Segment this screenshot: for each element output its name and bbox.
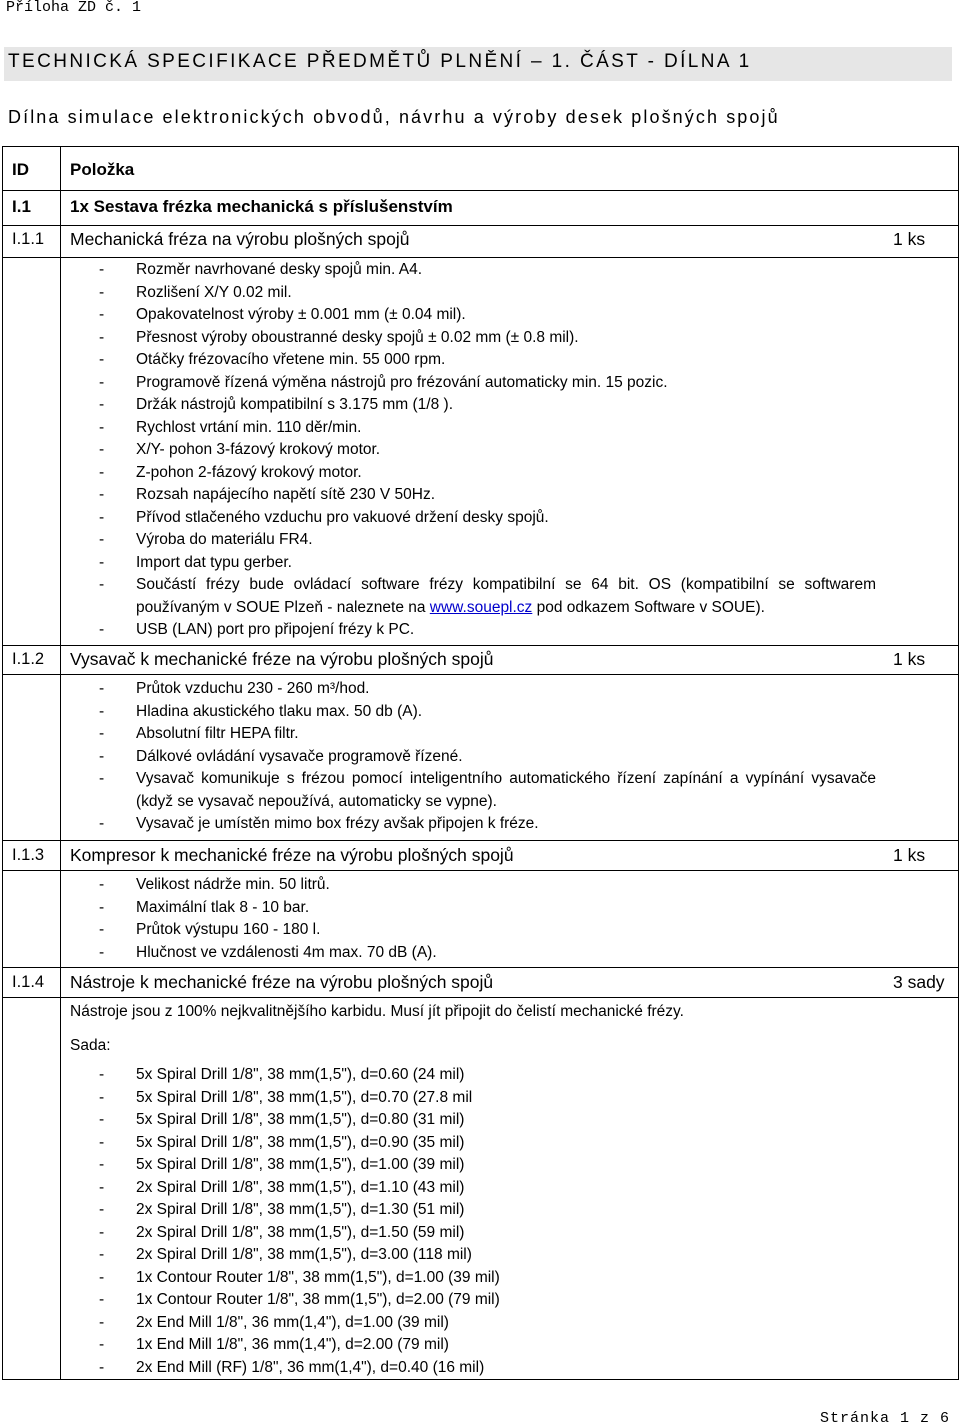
list-item: - Velikost nádrže min. 50 litrů. <box>95 874 437 897</box>
spec-list <box>95 259 876 642</box>
software-text-after: pod odkazem Software v SOUE). <box>532 598 765 616</box>
page-number: Stránka 1 z 6 <box>819 1410 950 1427</box>
page-title: TECHNICKÁ SPECIFIKACE PŘEDMĚTŮ PLNĚNÍ – 1. ČÁST - DÍLNA 1 <box>8 51 752 72</box>
list-item: - 5x Spiral Drill 1/8", 38 mm(1,5"), d=0.80 (31 mil) <box>95 1109 500 1132</box>
list-item: - Rozměr navrhované desky spojů min. A4. <box>95 259 876 282</box>
row-divider <box>2 840 959 841</box>
row-name: Mechanická fréza na výrobu plošných spojů <box>70 229 410 249</box>
list-item: - Otáčky frézovacího vřetene min. 55 000 rpm. <box>95 349 876 372</box>
row-name: Kompresor k mechanické fréze na výrobu plošných spojů <box>70 845 514 865</box>
list-item: - 1x End Mill 1/8", 36 mm(1,4"), d=2.00 (79 mil) <box>95 1334 500 1357</box>
list-item: - 2x Spiral Drill 1/8", 38 mm(1,5"), d=3.00 (118 mil) <box>95 1244 500 1267</box>
column-divider <box>60 146 61 1380</box>
group-id: I.1 <box>12 197 31 216</box>
list-item: - Rozlišení X/Y 0.02 mil. <box>95 282 876 305</box>
list-item: - Průtok vzduchu 230 - 260 m³/hod. <box>95 678 876 701</box>
list-item: - 5x Spiral Drill 1/8", 38 mm(1,5"), d=0.90 (35 mil) <box>95 1132 500 1155</box>
row-id: I.1.2 <box>12 650 45 668</box>
list-item: - Přívod stlačeného vzduchu pro vakuové držení desky spojů. <box>95 507 876 530</box>
list-item: - Vysavač je umístěn mimo box frézy avšak připojen k fréze. <box>95 813 876 836</box>
list-item: - Výroba do materiálu FR4. <box>95 529 876 552</box>
list-item: - Dálkové ovládání vysavače programově řízené. <box>95 746 876 769</box>
row-divider <box>2 645 959 646</box>
row-qty: 1 ks <box>893 649 926 669</box>
software-text-before: Součástí frézy bude ovládací software frézy kompatibilní se 64 bit. OS (kompatibilní se softwarem používaným v SOUE Plzeň - naleznete na <box>136 576 876 616</box>
row-id: I.1.4 <box>12 973 45 991</box>
list-item: - 1x Contour Router 1/8", 38 mm(1,5"), d=1.00 (39 mil) <box>95 1267 500 1290</box>
list-item: - Držák nástrojů kompatibilní s 3.175 mm (1/8 ). <box>95 394 876 417</box>
list-item: - 1x Contour Router 1/8", 38 mm(1,5"), d=2.00 (79 mil) <box>95 1289 500 1312</box>
list-item: - Rychlost vrtání min. 110 děr/min. <box>95 417 876 440</box>
annex-label: Příloha ZD č. 1 <box>6 0 142 16</box>
list-item: - 2x End Mill 1/8", 36 mm(1,4"), d=1.00 (39 mil) <box>95 1312 500 1335</box>
row-divider <box>2 997 959 998</box>
list-item: - 5x Spiral Drill 1/8", 38 mm(1,5"), d=0.60 (24 mil) <box>95 1064 500 1087</box>
list-item: - Hladina akustického tlaku max. 50 db (A). <box>95 701 876 724</box>
list-item: - Přesnost výroby oboustranné desky spojů ± 0.02 mm (± 0.8 mil). <box>95 327 876 350</box>
list-item: - 2x Spiral Drill 1/8", 38 mm(1,5"), d=1.10 (43 mil) <box>95 1177 500 1200</box>
row-divider <box>2 967 959 968</box>
list-item: - Absolutní filtr HEPA filtr. <box>95 723 876 746</box>
row-divider <box>2 870 959 871</box>
list-item: - Maximální tlak 8 - 10 bar. <box>95 897 437 920</box>
tools-intro: Nástroje jsou z 100% nejkvalitnějšího karbidu. Musí jít připojit do čelistí mechanické frézy. <box>70 1003 684 1020</box>
list-item: - X/Y- pohon 3-fázový krokový motor. <box>95 439 876 462</box>
page-subtitle: Dílna simulace elektronických obvodů, návrhu a výroby desek plošných spojů <box>8 107 780 127</box>
row-name: Vysavač k mechanické fréze na výrobu plošných spojů <box>70 649 494 669</box>
row-id: I.1.1 <box>12 230 45 248</box>
row-qty: 1 ks <box>893 229 926 249</box>
spec-list <box>95 678 876 836</box>
row-divider <box>2 674 959 675</box>
row-qty: 1 ks <box>893 845 926 865</box>
row-divider <box>2 257 959 258</box>
list-item: - Vysavač komunikuje s frézou pomocí inteligentního automatického řízení zapínání a vypínání vysavače (když se vysavač nepoužívá, automaticky se vypne). <box>95 768 876 813</box>
group-name: 1x Sestava frézka mechanická s příslušenstvím <box>70 197 453 216</box>
row-name: Nástroje k mechanické fréze na výrobu plošných spojů <box>70 972 494 992</box>
list-item: - 5x Spiral Drill 1/8", 38 mm(1,5"), d=0.70 (27.8 mil <box>95 1087 500 1110</box>
row-divider <box>2 190 959 191</box>
row-id: I.1.3 <box>12 846 45 864</box>
list-item <box>95 574 876 619</box>
list-item: - Rozsah napájecího napětí sítě 230 V 50Hz. <box>95 484 876 507</box>
list-item: - USB (LAN) port pro připojení frézy k PC. <box>95 619 876 642</box>
tool-list <box>95 1064 500 1379</box>
list-item: - Programově řízená výměna nástrojů pro frézování automaticky min. 15 pozic. <box>95 372 876 395</box>
souepl-link[interactable]: www.souepl.cz <box>429 598 533 616</box>
list-item: - 2x End Mill (RF) 1/8", 36 mm(1,4"), d=0.40 (16 mil) <box>95 1357 500 1380</box>
set-label: Sada: <box>70 1037 111 1054</box>
list-item: - Import dat typu gerber. <box>95 552 876 575</box>
list-item: - Hlučnost ve vzdálenosti 4m max. 70 dB (A). <box>95 942 437 965</box>
list-item: - Průtok výstupu 160 - 180 l. <box>95 919 437 942</box>
column-header-item: Položka <box>70 160 135 179</box>
spec-list <box>95 874 437 964</box>
row-divider <box>2 225 959 226</box>
list-item: - 2x Spiral Drill 1/8", 38 mm(1,5"), d=1.50 (59 mil) <box>95 1222 500 1245</box>
row-qty: 3 sady <box>893 972 945 992</box>
list-item: - 2x Spiral Drill 1/8", 38 mm(1,5"), d=1.30 (51 mil) <box>95 1199 500 1222</box>
list-item: - Opakovatelnost výroby ± 0.001 mm (± 0.04 mil). <box>95 304 876 327</box>
list-item: - Z-pohon 2-fázový krokový motor. <box>95 462 876 485</box>
list-item: - 5x Spiral Drill 1/8", 38 mm(1,5"), d=1.00 (39 mil) <box>95 1154 500 1177</box>
column-header-id: ID <box>12 160 29 179</box>
